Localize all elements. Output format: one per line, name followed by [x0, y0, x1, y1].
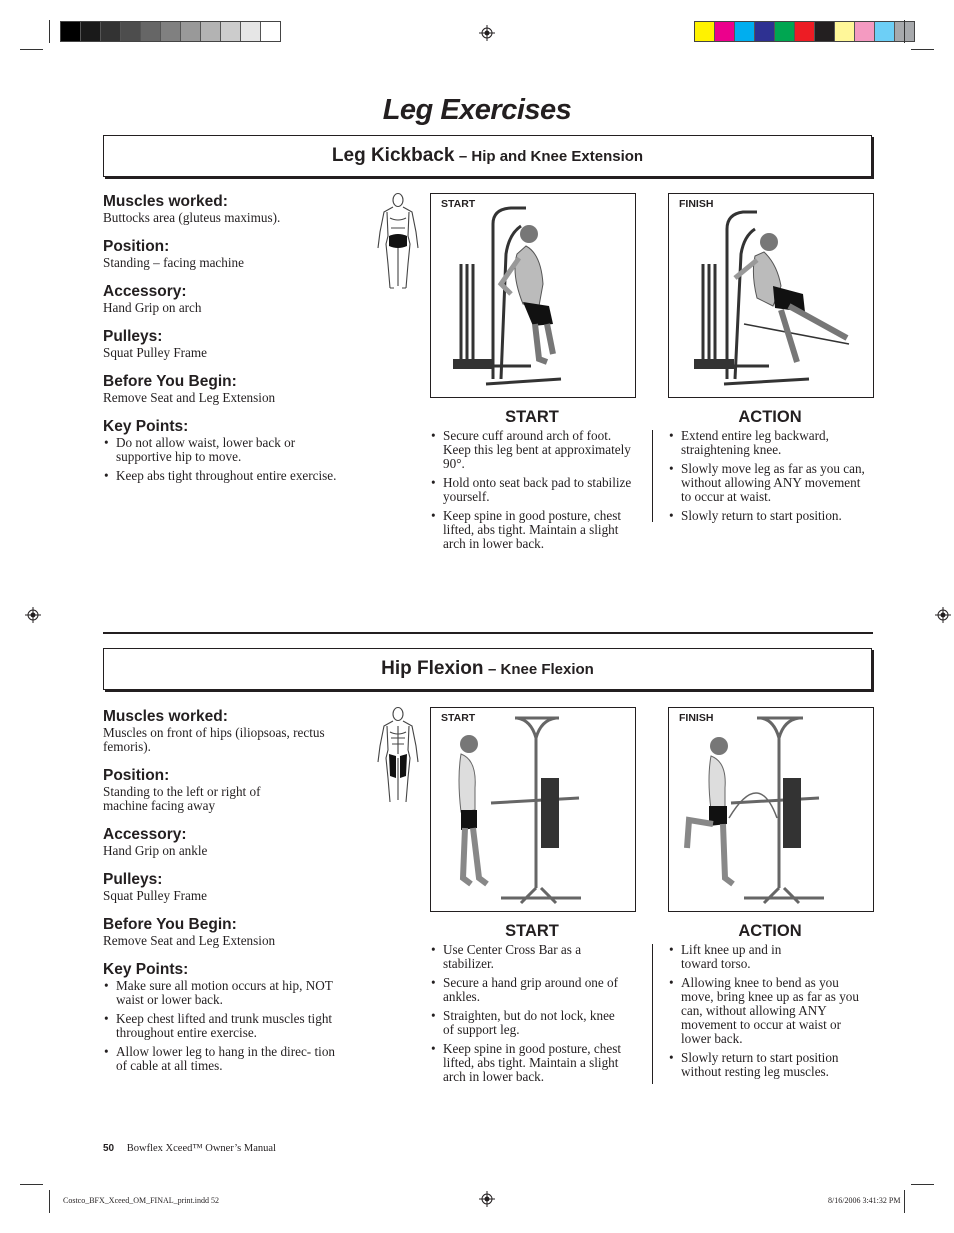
- list-item: • Do not allow waist, lower back or supportive hip to move.: [103, 436, 338, 464]
- color-swatch: [101, 22, 121, 41]
- position-heading: Position:: [103, 767, 170, 784]
- crop-mark: [20, 49, 43, 50]
- photo-label: FINISH: [679, 712, 714, 724]
- photo-label: START: [441, 198, 476, 210]
- color-swatch: [735, 22, 755, 41]
- crop-mark: [49, 20, 50, 43]
- list-item: • Keep chest lifted and trunk muscles tight throughout entire exercise.: [103, 1012, 338, 1040]
- exercise-details: [103, 708, 338, 1078]
- color-swatch: [161, 22, 181, 41]
- action-column: [668, 922, 872, 1084]
- color-swatch: [221, 22, 241, 41]
- column-rule: [652, 944, 653, 1084]
- start-points-list: [430, 429, 634, 551]
- exercise-subtitle: – Hip and Knee Extension: [458, 148, 644, 165]
- exercise-header-box: [103, 135, 872, 177]
- start-position-photo: [430, 193, 636, 398]
- list-item: • Keep spine in good posture, chest lifted, abs tight. Maintain a slight arch in lower back.: [430, 1042, 634, 1084]
- start-heading: START: [505, 922, 559, 940]
- color-swatch: [835, 22, 855, 41]
- action-points-list: [668, 429, 872, 523]
- before-heading: Before You Begin:: [103, 916, 237, 933]
- color-swatch: [795, 22, 815, 41]
- registration-mark-icon: [479, 1191, 495, 1207]
- page-footer: [103, 1143, 276, 1154]
- color-swatch: [715, 22, 735, 41]
- color-swatch: [61, 22, 81, 41]
- pulleys-text: Squat Pulley Frame: [103, 345, 208, 360]
- action-points-list: [668, 943, 872, 1079]
- registration-mark-icon: [935, 607, 951, 623]
- color-swatch: [241, 22, 261, 41]
- registration-mark-icon: [25, 607, 41, 623]
- crop-mark: [20, 1184, 43, 1185]
- position-text: Standing to the left or right of machine facing away: [103, 784, 261, 813]
- process-color-bar: [694, 21, 915, 42]
- muscle-anatomy-figure: [374, 706, 422, 806]
- before-heading: Before You Begin:: [103, 373, 237, 390]
- start-column: [430, 408, 634, 556]
- exercise-header-box: [103, 648, 872, 690]
- color-swatch: [261, 22, 280, 41]
- position-heading: Position:: [103, 238, 170, 255]
- manual-title: Bowflex Xceed™ Owner’s Manual: [126, 1143, 276, 1154]
- crop-mark: [49, 1190, 50, 1213]
- list-item: • Keep abs tight throughout entire exercise.: [103, 469, 338, 483]
- accessory-text: Hand Grip on ankle: [103, 843, 208, 858]
- crop-mark: [904, 1190, 905, 1213]
- machine-illustration: [431, 194, 635, 397]
- color-swatch: [875, 22, 895, 41]
- photo-label: START: [441, 712, 476, 724]
- pulleys-heading: Pulleys:: [103, 328, 163, 345]
- before-text: Remove Seat and Leg Extension: [103, 933, 276, 948]
- action-heading: ACTION: [738, 922, 802, 940]
- page-number: 50: [103, 1143, 115, 1154]
- registration-mark-icon: [479, 25, 495, 41]
- color-swatch: [815, 22, 835, 41]
- photo-label: FINISH: [679, 198, 714, 210]
- column-rule: [652, 430, 653, 522]
- list-item: • Secure a hand grip around one of ankles.: [430, 976, 634, 1004]
- muscles-text: Buttocks area (gluteus maximus).: [103, 210, 281, 225]
- list-item: • Straighten, but do not lock, knee of support leg.: [430, 1009, 623, 1037]
- list-item: • Lift knee up and in toward torso.: [668, 943, 811, 971]
- finish-position-photo: [668, 193, 874, 398]
- exercise-name: Leg Kickback: [331, 145, 455, 166]
- list-item: • Slowly return to start position.: [668, 509, 872, 523]
- key-points-heading: Key Points:: [103, 418, 189, 435]
- exercise-name: Hip Flexion: [381, 658, 484, 679]
- list-item: • Allowing knee to bend as you move, bring knee up as far as you can, without allowing ANY movement to occur at waist or lower back.: [668, 976, 872, 1046]
- exercise-subtitle: – Knee Flexion: [487, 661, 594, 678]
- position-text: Standing – facing machine: [103, 255, 244, 270]
- list-item: • Keep spine in good posture, chest lifted, abs tight. Maintain a slight arch in lower back.: [430, 509, 634, 551]
- color-swatch: [181, 22, 201, 41]
- start-column: [430, 922, 634, 1089]
- start-heading: START: [505, 408, 559, 426]
- color-swatch: [81, 22, 101, 41]
- list-item: • Slowly move leg as far as you can, without allowing ANY movement to occur at waist.: [668, 462, 872, 504]
- color-swatch: [201, 22, 221, 41]
- key-points-list: [103, 436, 338, 483]
- exercise-details: [103, 193, 338, 488]
- muscles-text: Muscles on front of hips (iliopsoas, rectus femoris).: [103, 725, 325, 754]
- muscles-heading: Muscles worked:: [103, 708, 228, 725]
- color-swatch: [855, 22, 875, 41]
- accessory-heading: Accessory:: [103, 283, 187, 300]
- pulleys-text: Squat Pulley Frame: [103, 888, 208, 903]
- machine-illustration: [669, 708, 873, 911]
- key-points-list: [103, 979, 338, 1073]
- color-swatch: [121, 22, 141, 41]
- color-swatch: [695, 22, 715, 41]
- crop-mark: [904, 20, 905, 43]
- list-item: • Use Center Cross Bar as a stabilizer.: [430, 943, 613, 971]
- muscle-anatomy-figure: [374, 192, 422, 292]
- pulleys-heading: Pulleys:: [103, 871, 163, 888]
- crop-mark: [911, 1184, 934, 1185]
- before-text: Remove Seat and Leg Extension: [103, 390, 276, 405]
- accessory-text: Hand Grip on arch: [103, 300, 202, 315]
- crop-mark: [911, 49, 934, 50]
- finish-position-photo: [668, 707, 874, 912]
- list-item: • Secure cuff around arch of foot. Keep this leg bent at approximately 90°.: [430, 429, 634, 471]
- print-slug-date: 8/16/2006 3:41:32 PM: [828, 1196, 901, 1205]
- list-item: • Allow lower leg to hang in the direc- tion of cable at all times.: [103, 1045, 338, 1073]
- list-item: • Extend entire leg backward, straightening knee.: [668, 429, 872, 457]
- list-item: • Slowly return to start position without resting leg muscles.: [668, 1051, 872, 1079]
- color-swatch: [141, 22, 161, 41]
- muscles-heading: Muscles worked:: [103, 193, 228, 210]
- accessory-heading: Accessory:: [103, 826, 187, 843]
- page-title: Leg Exercises: [382, 94, 572, 126]
- color-swatch: [775, 22, 795, 41]
- color-swatch: [755, 22, 775, 41]
- section-divider: [103, 632, 873, 634]
- action-heading: ACTION: [738, 408, 802, 426]
- start-points-list: [430, 943, 634, 1084]
- start-position-photo: [430, 707, 636, 912]
- list-item: • Hold onto seat back pad to stabilize yourself.: [430, 476, 634, 504]
- machine-illustration: [431, 708, 635, 911]
- machine-illustration: [669, 194, 873, 397]
- print-slug-file: Costco_BFX_Xceed_OM_FINAL_print.indd 52: [63, 1196, 219, 1205]
- grayscale-color-bar: [60, 21, 281, 42]
- list-item: • Make sure all motion occurs at hip, NOT waist or lower back.: [103, 979, 338, 1007]
- action-column: [668, 408, 872, 528]
- key-points-heading: Key Points:: [103, 961, 189, 978]
